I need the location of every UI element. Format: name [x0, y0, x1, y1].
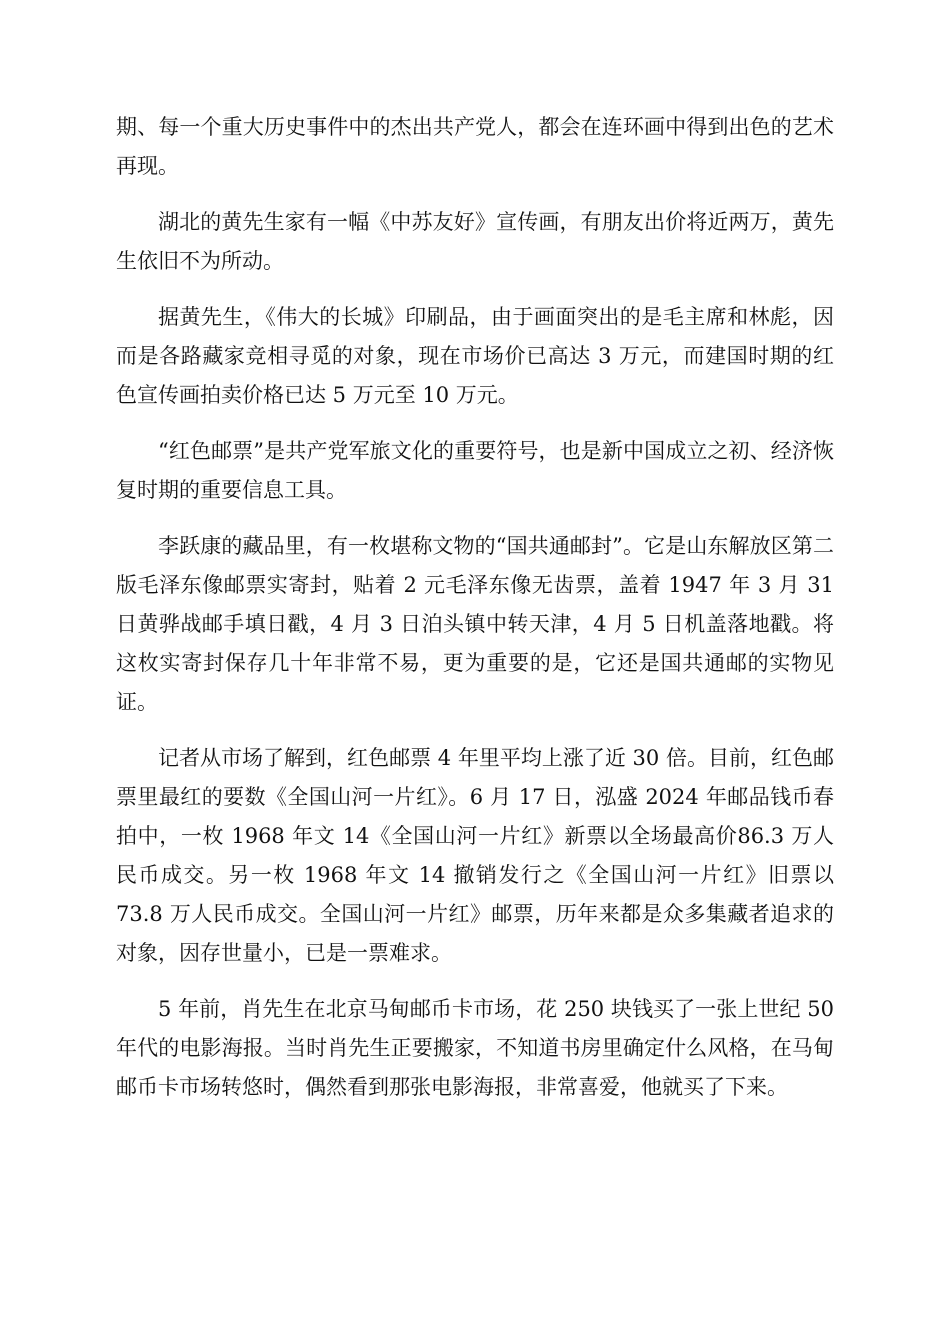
paragraph-postal-cover: 李跃康的藏品里，有一枚堪称文物的“国共通邮封”。它是山东解放区第二版毛泽东像邮票实寄封，贴着 2 元毛泽东像无齿票，盖着 1947 年 3 月 31 日黄骅战邮手填日戳，4 月 3 日泊头镇中转天津，4 月 5 日机盖落地戳。将这枚实寄封保存几十年非常不易，更为重要的是，它还是国共通邮的实物见证。: [116, 534, 834, 714]
paragraph-movie-poster: 5 年前，肖先生在北京马甸邮币卡市场，花 250 块钱买了一张上世纪 50 年代的电影海报。当时肖先生正要搬家，不知道书房里确定什么风格，在马甸邮币卡市场转悠时，偶然看到那张电影海报，非常喜爱，他就买了下来。: [116, 997, 834, 1099]
paragraph-great-wall-print: 据黄先生，《伟大的长城》印刷品，由于画面突出的是毛主席和林彪，因而是各路藏家竞相寻觅的对象，现在市场价已高达 3 万元，而建国时期的红色宣传画拍卖价格已达 5 万元至 10 万元。: [116, 305, 834, 407]
paragraph-continuation: 期、每一个重大历史事件中的杰出共产党人，都会在连环画中得到出色的艺术再现。: [116, 115, 834, 178]
paragraph-red-stamps: “红色邮票”是共产党军旅文化的重要符号，也是新中国成立之初、经济恢复时期的重要信息工具。: [116, 439, 834, 502]
paragraph-stamp-market: 记者从市场了解到，红色邮票 4 年里平均上涨了近 30 倍。目前，红色邮票里最红的要数《全国山河一片红》。6 月 17 日，泓盛 2024 年邮品钱币春拍中，一枚 1968 年文 14《全国山河一片红》新票以全场最高价86.3 万人民币成交。另一枚 1968 年文 14 撤销发行之《全国山河一片红》旧票以 73.8 万人民币成交。全国山河一片红》邮票，历年来都是众多集藏者追求的对象，因存世量小，已是一票难求。: [116, 746, 834, 965]
article-body: [116, 108, 834, 1124]
paragraph-sino-soviet-poster: 湖北的黄先生家有一幅《中苏友好》宣传画，有朋友出价将近两万，黄先生依旧不为所动。: [116, 210, 834, 273]
